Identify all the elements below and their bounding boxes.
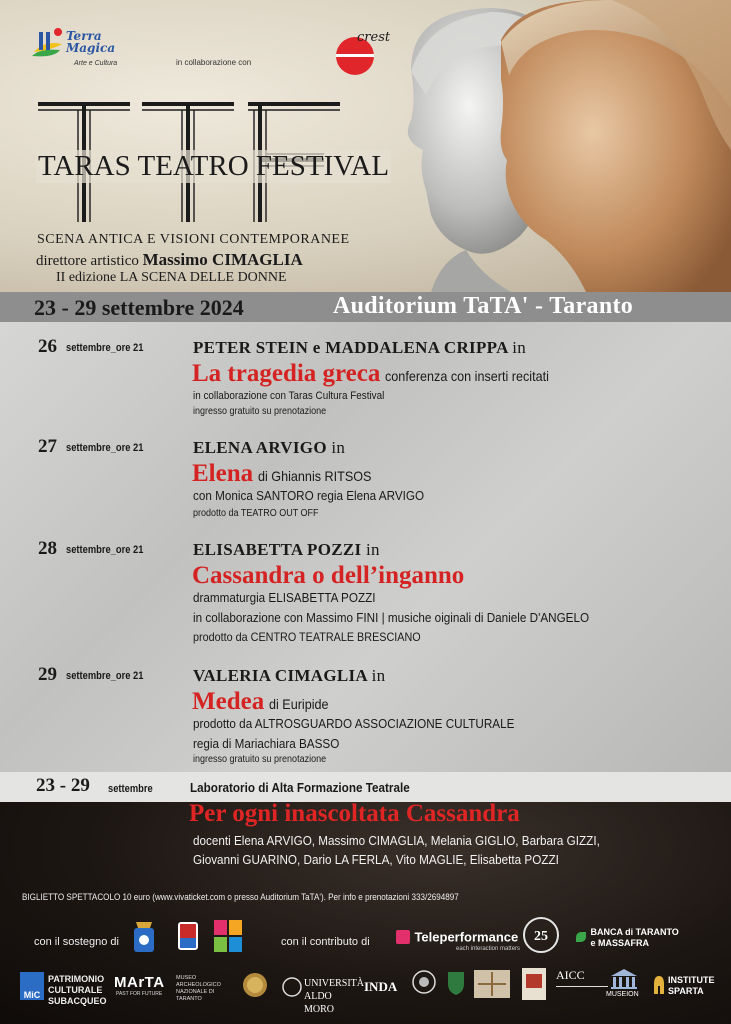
teleperformance-sub: each interaction matters [456, 946, 521, 952]
event-performer [193, 438, 345, 458]
shield-emblem-logo [446, 970, 466, 1001]
festival-dates: 23 - 29 settembre 2024 [34, 295, 244, 320]
anniversary-seal-icon [522, 916, 560, 954]
marta-museum-text: MUSEO ARCHEOLOGICO NAZIONALE DI TARANTO [176, 975, 221, 1002]
aicc-name: AICC [556, 968, 585, 982]
performer-in: in [331, 438, 346, 457]
coin-icon [242, 972, 268, 998]
festival-name: TARAS TEATRO FESTIVAL [38, 150, 390, 182]
event-title-main: Medea [192, 688, 265, 715]
shield-icon [446, 970, 466, 996]
university-line-1: UNIVERSITÀ [304, 978, 364, 989]
event-title-rest: conferenza con inserti recitati [384, 368, 549, 384]
marta-sub: PAST FOR FUTURE [116, 991, 163, 997]
terra-magica-name-1: Terra [66, 29, 102, 43]
collaboration-text: in collaborazione con [176, 58, 252, 67]
event-title [192, 360, 567, 388]
university-line-2: ALDO MORO [304, 991, 335, 1015]
banca-taranto-logo [576, 926, 679, 948]
puglia-squares-icon [214, 920, 242, 952]
mic-line-2: CULTURALE [48, 985, 103, 995]
event-time: settembre_ore 21 [66, 342, 144, 354]
institute-text [668, 974, 715, 996]
temple-icon [609, 968, 639, 990]
performer-name: ELISABETTA POZZI [193, 540, 362, 559]
event-performer [193, 338, 526, 358]
artistic-director [36, 250, 303, 270]
event-day: 27 [38, 436, 57, 457]
spartan-helmet-icon [652, 974, 666, 996]
institute-line-2: SPARTA [668, 986, 704, 996]
terra-magica-mark-icon [30, 26, 66, 62]
lab-teachers-line: docenti Elena ARVIGO, Massimo CIMAGLIA, Melania GIGLIO, Barbara GIZZI, [193, 833, 600, 848]
lab-title: Per ogni inascoltata Cassandra [189, 800, 520, 827]
event-line: in collaborazione con Massimo FINI | musiche oiginali di Daniele D'ANGELO [193, 610, 590, 625]
event-day: 26 [38, 336, 57, 357]
event-title-rest: di Ghiannis RITSOS [257, 468, 372, 484]
support-label: con il sostegno di [34, 936, 119, 948]
ticket-info: BIGLIETTO SPETTACOLO 10 euro (www.vivaticket.com o presso Auditorium TaTA'). Per info e prenotazioni 333/2694897 [22, 892, 459, 902]
event-line: con Monica SANTORO regia Elena ARVIGO [193, 488, 425, 503]
event-title [192, 460, 384, 488]
director-role: direttore artistico [36, 253, 139, 269]
regione-crest-icon [176, 918, 200, 954]
event-time: settembre_ore 21 [66, 544, 144, 556]
marta-logo [114, 974, 230, 1000]
inda-name: INDA [364, 979, 398, 994]
emblem-icon [412, 970, 436, 994]
museion-name: MUSEION [606, 991, 639, 998]
banca-name [590, 926, 678, 948]
event-day: 28 [38, 538, 57, 559]
regione-puglia-logo [176, 918, 200, 954]
teleperformance-name: Teleperformance [414, 929, 519, 945]
terra-magica-logo [30, 24, 120, 74]
crest-logo-text: crest [357, 30, 391, 45]
banca-name-1: BANCA di TARANTO [590, 927, 679, 937]
lab-dates: 23 - 29 [36, 775, 90, 796]
event-title-rest: di Euripide [268, 696, 329, 712]
university-bari-logo [282, 976, 364, 1015]
teleperformance-logo [396, 928, 520, 952]
inda-logo [364, 978, 397, 996]
performer-in: in [371, 666, 386, 685]
event-line: drammaturgia ELISABETTA POZZI [193, 590, 376, 605]
book-cover-logo [522, 968, 546, 1005]
mic-line-3: SUBACQUEO [48, 996, 107, 1006]
performer-name: ELENA ARVIGO [193, 438, 327, 457]
museion-logo [606, 968, 642, 1002]
director-name: Massimo CIMAGLIA [142, 250, 303, 269]
svg-text:25: 25 [534, 929, 548, 944]
performer-name: PETER STEIN e MADDALENA CRIPPA [193, 338, 508, 357]
lab-teachers-line: Giovanni GUARINO, Dario LA FERLA, Vito MAGLIE, Elisabetta POZZI [193, 852, 559, 867]
event-line: in collaborazione con Taras Cultura Festival [193, 390, 385, 402]
aicc-underline [556, 986, 608, 987]
event-day: 29 [38, 664, 57, 685]
performer-in: in [365, 540, 380, 559]
banca-name-2: e MASSAFRA [590, 938, 649, 948]
comune-crest-icon [132, 920, 156, 954]
event-performer [193, 666, 385, 686]
terra-magica-name-2: Magica [66, 41, 116, 55]
university-text [304, 976, 364, 1015]
pattern-square-icon [474, 970, 510, 998]
event-line: prodotto da CENTRO TEATRALE BRESCIANO [193, 630, 421, 644]
performer-name: VALERIA CIMAGLIA [193, 666, 368, 685]
banca-leaf-icon [576, 932, 586, 942]
event-time: settembre_ore 21 [66, 442, 144, 454]
statue-heads-illustration [371, 0, 731, 292]
performer-in: in [512, 338, 527, 357]
mic-line-1: PATRIMONIO [48, 974, 105, 984]
terra-magica-sub: Arte e Cultura [74, 60, 118, 67]
event-time: settembre_ore 21 [66, 670, 144, 682]
comune-taranto-logo [132, 920, 156, 954]
lab-name: Laboratorio di Alta Formazione Teatrale [190, 780, 410, 795]
round-emblem-logo [412, 970, 436, 999]
university-seal-icon [282, 977, 302, 997]
event-title-main: Elena [192, 460, 254, 487]
institute-sparta-logo [652, 972, 718, 1000]
book-cover-icon [522, 968, 546, 1000]
puglia-brand-logo [214, 920, 242, 952]
event-line: regia di Mariachiara BASSO [193, 736, 340, 751]
contribution-label: con il contributo di [281, 936, 370, 948]
mic-patrimonio-logo [20, 972, 107, 1006]
terra-magica-name [66, 30, 115, 54]
event-title-main: La tragedia greca [192, 360, 381, 387]
event-performer [193, 540, 380, 560]
marta-name: MArTA [114, 974, 165, 991]
pattern-square-logo [474, 970, 510, 1003]
event-title [192, 562, 464, 590]
festival-tagline: SCENA ANTICA E VISIONI CONTEMPORANEE [37, 232, 350, 247]
event-line: prodotto da ALTROSGUARDO ASSOCIAZIONE CULTURALE [193, 716, 515, 731]
event-title [192, 688, 335, 716]
mic-text [48, 973, 107, 1006]
festival-edition: II edizione LA SCENA DELLE DONNE [56, 270, 287, 285]
event-line: ingresso gratuito su prenotazione [193, 406, 327, 417]
festival-venue: Auditorium TaTA' - Taranto [333, 293, 634, 319]
event-line: ingresso gratuito su prenotazione [193, 754, 327, 765]
lab-month: settembre [108, 783, 153, 795]
institute-line-1: INSTITUTE [668, 975, 715, 985]
teleperformance-t-icon [396, 930, 410, 944]
coin-seal-logo [242, 972, 268, 1003]
event-title-main: Cassandra o dell’inganno [192, 562, 465, 589]
aicc-logo [556, 968, 612, 1000]
anniversary-25-logo [522, 916, 560, 959]
mic-box-icon: MiC [20, 972, 44, 1000]
event-line: prodotto da TEATRO OUT OFF [193, 508, 319, 519]
